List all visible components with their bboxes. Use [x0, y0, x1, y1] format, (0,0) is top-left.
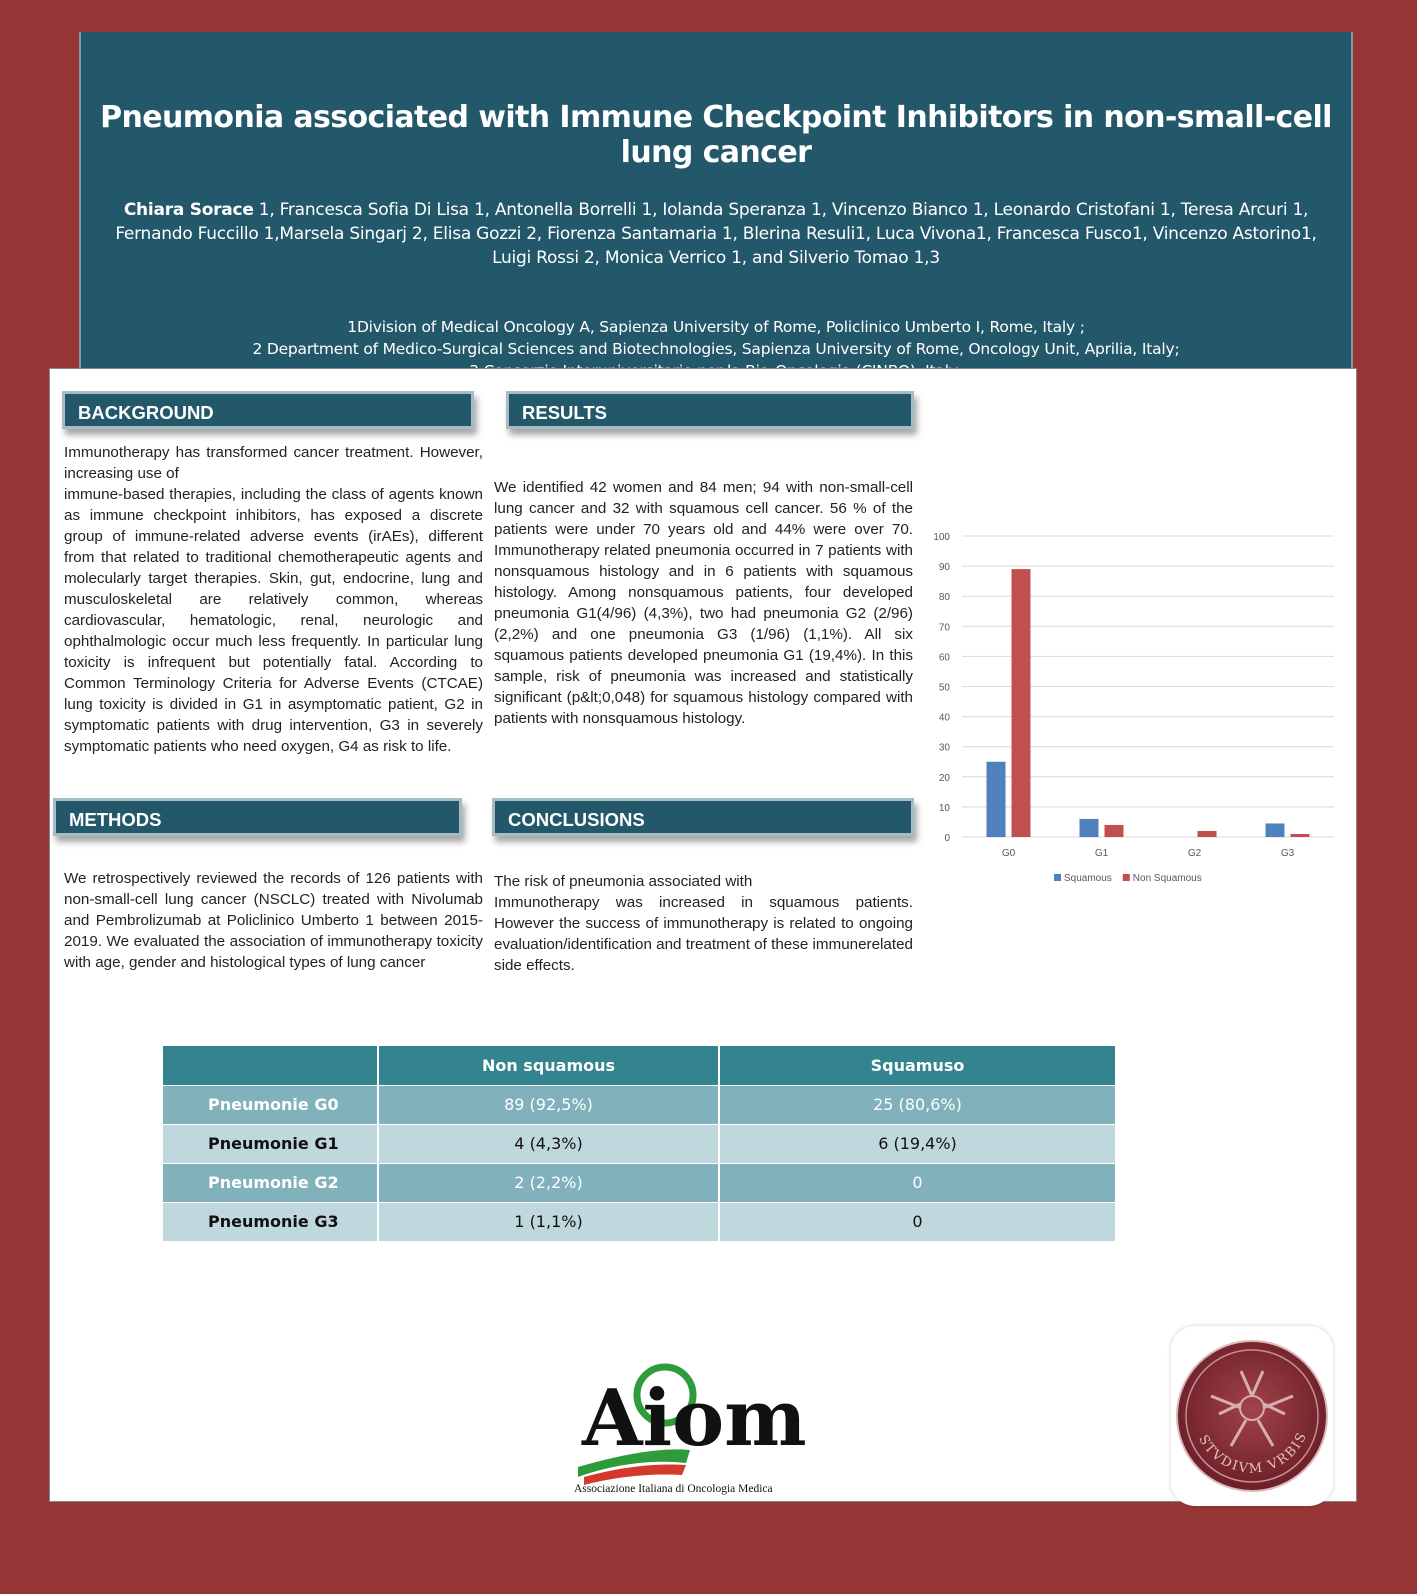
chart-y-tick-label: 90 [938, 562, 950, 574]
table-cell: 25 (80,6%) [719, 1085, 1116, 1124]
background-text-line-1: Immunotherapy has transformed cancer treatment. However, increasing use of [64, 444, 483, 482]
chart-legend-swatch [1123, 874, 1130, 881]
chart-x-tick-label: G2 [1187, 848, 1202, 859]
table-row [163, 1202, 1116, 1241]
table-row [163, 1124, 1116, 1163]
affiliation-1: 1Division of Medical Oncology A, Sapienza University of Rome, Policlinico Umberto I, Rome, Italy ; [347, 318, 1085, 336]
conclusions-text-body: Immunotherapy was increased in squamous patients. However the success of immunotherapy is related to ongoing evaluation/identification and treatment of these immunerelated side effects. [494, 894, 913, 974]
lead-author: Chiara Sorace [123, 200, 254, 220]
chart-bar-non-squamous [1198, 831, 1217, 837]
chart-y-tick-label: 80 [938, 592, 950, 604]
table-header-cell [163, 1046, 378, 1085]
poster-header [79, 32, 1353, 368]
sapienza-seal [1171, 1326, 1333, 1506]
affiliation-2: 2 Department of Medico-Surgical Sciences and Biotechnologies, Sapienza University of Rome, Oncology Unit, Aprilia, Italy; [252, 340, 1180, 358]
chart-y-tick-label: 30 [938, 742, 950, 754]
table-header-cell: Non squamous [378, 1046, 719, 1085]
methods-text: We retrospectively reviewed the records of 126 patients with non-small-cell lung cancer (NSCLC) treated with Nivolumab and Pembrolizumab at Policlinico Umberto 1 between 2015-2019. We evaluated the association of immunotherapy toxicity with age, gender and histological types of lung cancer [64, 870, 483, 971]
seal-motto: STVDIVM VRBIS [1195, 1429, 1311, 1477]
chart-bar-squamous [1080, 819, 1099, 837]
chart-y-tick-label: 20 [938, 772, 950, 784]
table-row [163, 1085, 1116, 1124]
table-cell: 4 (4,3%) [378, 1124, 719, 1163]
chart-y-tick-label: 0 [944, 833, 950, 844]
chart-x-tick-label: G1 [1094, 848, 1109, 859]
chart-y-tick-label: 100 [933, 532, 950, 543]
table-row-header: Pneumonie G3 [163, 1202, 378, 1241]
chart-legend-swatch [1054, 874, 1061, 881]
aiom-caption: Associazione Italiana di Oncologia Medica [574, 1483, 773, 1495]
other-authors: 1, Francesca Sofia Di Lisa 1, Antonella Borrelli 1, Iolanda Speranza 1, Vincenzo Bianco 1, Leonardo Cristofani 1, Teresa Arcuri 1, Fernando Fuccillo 1,Marsela Singarj 2, Elisa Gozzi 2, Fiorenza Santamaria 1, Blerina Resuli1, Luca Vivona1, Francesca Fusco1, Vincenzo Astorino1, Luigi Rossi 2, Monica Verrico 1, and Silverio Tomao 1,3 [115, 200, 1317, 268]
chart-y-tick-label: 40 [938, 712, 950, 724]
chart-bar-non-squamous [1012, 569, 1031, 837]
chart-y-tick-label: 50 [938, 682, 950, 694]
background-text [64, 442, 483, 757]
chart-y-tick-label: 60 [938, 652, 950, 664]
table-row-header: Pneumonie G2 [163, 1163, 378, 1202]
author-list [101, 198, 1331, 270]
table-cell: 1 (1,1%) [378, 1202, 719, 1241]
chart-x-tick-label: G3 [1280, 848, 1295, 859]
chart-bar-squamous [987, 762, 1006, 837]
background-text-body: immune-based therapies, including the class of agents known as immune checkpoint inhibitors, has exposed a discrete group of immune-related adverse events (irAEs), different from that related to traditional chemotherapeutic agents and molecularly target therapies. Skin, gut, endocrine, lung and musculoskeletal are relatively common, whereas cardiovascular, hematologic, renal, neurologic and ophthalmologic occur much less frequently. In particular lung toxicity is infrequent but potentially fatal. According to Common Terminology Criteria for Adverse Events (CTCAE) lung toxicity is divided in G1 in asymptomatic patient, G2 in symptomatic patients with drug intervention, G3 in severely symptomatic patients who need oxygen, G4 as risk to life. [64, 486, 483, 755]
chart-bar-non-squamous [1291, 834, 1310, 837]
results-text: We identified 42 women and 84 men; 94 with non-small-cell lung cancer and 32 with squamous cell cancer. 56 % of the patients were under 70 years old and 44% were over 70. Immunotherapy related pneumonia occurred in 7 patients with nonsquamous histology and in 6 patients with squamous histology. Among nonsquamous patients, four developed pneumonia G1(4/96) (4,3%), two had pneumonia G2 (2/96) (2,2%) and one pneumonia G3 (1/96) (1,1%). All six squamous patients developed pneumonia G1 (19,4%). In this sample, risk of pneumonia was increased and statistically significant (p&lt;0,048) for squamous histology compared with patients with nonsquamous histology. [494, 479, 913, 727]
table-header-cell: Squamuso [719, 1046, 1116, 1085]
table-cell: 0 [719, 1202, 1116, 1241]
conclusions-text-line-1: The risk of pneumonia associated with [494, 873, 753, 890]
chart-legend-label: Non Squamous [1132, 873, 1202, 884]
chart-bar-non-squamous [1105, 825, 1124, 837]
methods-heading: METHODS [53, 798, 462, 836]
table-cell: 0 [719, 1163, 1116, 1202]
chart-bar-squamous [1266, 823, 1285, 837]
aiom-logo [570, 1355, 810, 1495]
conclusions-text [494, 871, 913, 976]
chart-legend-label: Squamous [1064, 873, 1112, 884]
background-heading: BACKGROUND [62, 391, 474, 429]
chart-x-tick-label: G0 [1001, 848, 1016, 859]
table-row-header: Pneumonie G0 [163, 1085, 378, 1124]
sapienza-seal-card [1171, 1326, 1333, 1506]
pneumonia-grade-chart [930, 516, 1346, 896]
chart-y-tick-label: 70 [938, 622, 950, 634]
chart-y-tick-label: 10 [938, 802, 950, 814]
table-header-row [163, 1046, 1116, 1085]
table-cell: 6 (19,4%) [719, 1124, 1116, 1163]
table-cell: 89 (92,5%) [378, 1085, 719, 1124]
table-row-header: Pneumonie G1 [163, 1124, 378, 1163]
table-cell: 2 (2,2%) [378, 1163, 719, 1202]
aiom-mark: Aiom [582, 1373, 807, 1464]
results-heading: RESULTS [506, 391, 914, 429]
pneumonia-table [163, 1046, 1117, 1242]
poster-title: Pneumonia associated with Immune Checkpoint Inhibitors in non-small-cell lung cancer [100, 100, 1332, 170]
conclusions-heading: CONCLUSIONS [492, 798, 914, 836]
table-row [163, 1163, 1116, 1202]
